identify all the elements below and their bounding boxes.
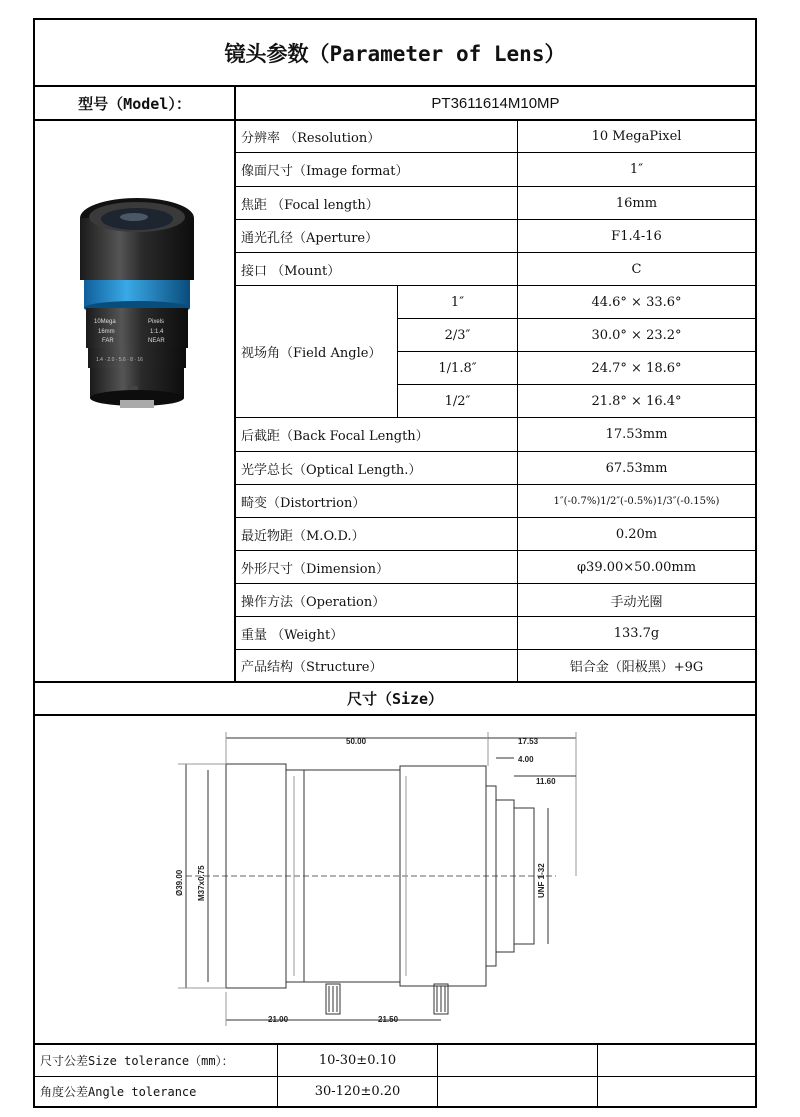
spec-label: 外形尺寸（Dimension） (241, 561, 390, 577)
model-value: PT3611614M10MP (431, 94, 560, 112)
ring-text: FAR (102, 338, 114, 344)
tolerance-label: 角度公差Angle tolerance (40, 1085, 197, 1099)
spec-label: 畸变（Distortrion） (241, 495, 366, 511)
field-angle-format: 2/3″ (444, 327, 471, 343)
field-angle-format: 1/1.8″ (438, 360, 477, 376)
spec-label: 像面尺寸（Image format） (241, 164, 409, 179)
ring-text: NEAR (148, 338, 165, 344)
dim-label: 4.00 (518, 755, 534, 764)
field-angle-label: 视场角（Field Angle） (241, 346, 382, 361)
spec-label: 焦距 （Focal length） (241, 197, 379, 213)
spec-label: 接口 （Mount） (241, 263, 341, 279)
spec-label: 操作方法（Operation） (241, 594, 386, 610)
field-angle-format: 1/2″ (444, 393, 471, 409)
field-angle-value: 24.7° × 18.6° (591, 360, 682, 376)
tolerance-label: 尺寸公差Size tolerance（mm）： (40, 1054, 234, 1068)
dim-label: Ø39.00 (175, 869, 184, 896)
dim-label: 21.50 (378, 1015, 399, 1024)
spec-value: C (631, 261, 642, 277)
dim-label: 50.00 (346, 737, 367, 746)
spec-value: 133.7g (613, 625, 660, 641)
spec-value: 10 MegaPixel (591, 128, 682, 144)
spec-value: φ39.00×50.00mm (576, 559, 697, 575)
rule (437, 1043, 438, 1108)
dim-label: M37x0.75 (197, 865, 206, 901)
field-angle-value: 44.6° × 33.6° (591, 294, 682, 310)
dim-label: 11.60 (536, 777, 556, 786)
ring-text: 1.4 · 2.0 · 5.6 · 8 · 16 (96, 357, 143, 363)
tolerance-value: 10-30±0.10 (318, 1053, 397, 1068)
lens-photo (70, 190, 205, 415)
spec-value: F1.4-16 (611, 228, 662, 244)
field-angle-value: 30.0° × 23.2° (591, 327, 682, 343)
field-angle-value: 21.8° × 16.4° (591, 393, 682, 409)
spec-label: 重量 （Weight） (241, 627, 344, 643)
spec-value: 67.53mm (605, 460, 668, 476)
ring-text: 1:1.4 (150, 329, 164, 335)
dimension-drawing (36, 716, 754, 1042)
spec-value: 17.53mm (605, 427, 668, 442)
spec-value: 1″(-0.7%)1/2″(-0.5%)1/3″(-0.15%) (553, 495, 720, 507)
spec-value: 手动光圈 (610, 594, 663, 610)
size-section-title: 尺寸（Size） (346, 690, 444, 708)
dim-label: 17.53 (518, 737, 539, 746)
ring-text: 16mm (98, 329, 115, 335)
ring-text: 10Mega (94, 319, 116, 325)
spec-value: 铝合金（阳极黑）+9G (569, 660, 704, 675)
spec-value: 1″ (629, 162, 644, 177)
spec-label: 分辨率 （Resolution） (241, 130, 381, 146)
spec-label: 光学总长（Optical Length.） (241, 462, 422, 478)
ring-text: Pixels (148, 319, 165, 325)
dim-label: 21.00 (268, 1015, 289, 1024)
spec-label: 最近物距（M.O.D.） (241, 528, 365, 544)
spec-value: 16mm (615, 195, 658, 211)
rule (597, 1043, 598, 1108)
spec-value: 0.20m (615, 526, 658, 542)
spec-label: 后截距（Back Focal Length） (241, 429, 429, 444)
dim-label: UNF 1-32 (537, 863, 546, 898)
page-title: 镜头参数（Parameter of Lens） (224, 41, 566, 66)
tolerance-value: 30-120±0.20 (314, 1084, 401, 1099)
field-angle-format: 1″ (450, 294, 465, 310)
model-label: 型号（Model）： (78, 94, 191, 113)
spec-label: 通光孔径（Aperture） (241, 230, 379, 246)
spec-label: 产品结构（Structure） (241, 660, 383, 675)
